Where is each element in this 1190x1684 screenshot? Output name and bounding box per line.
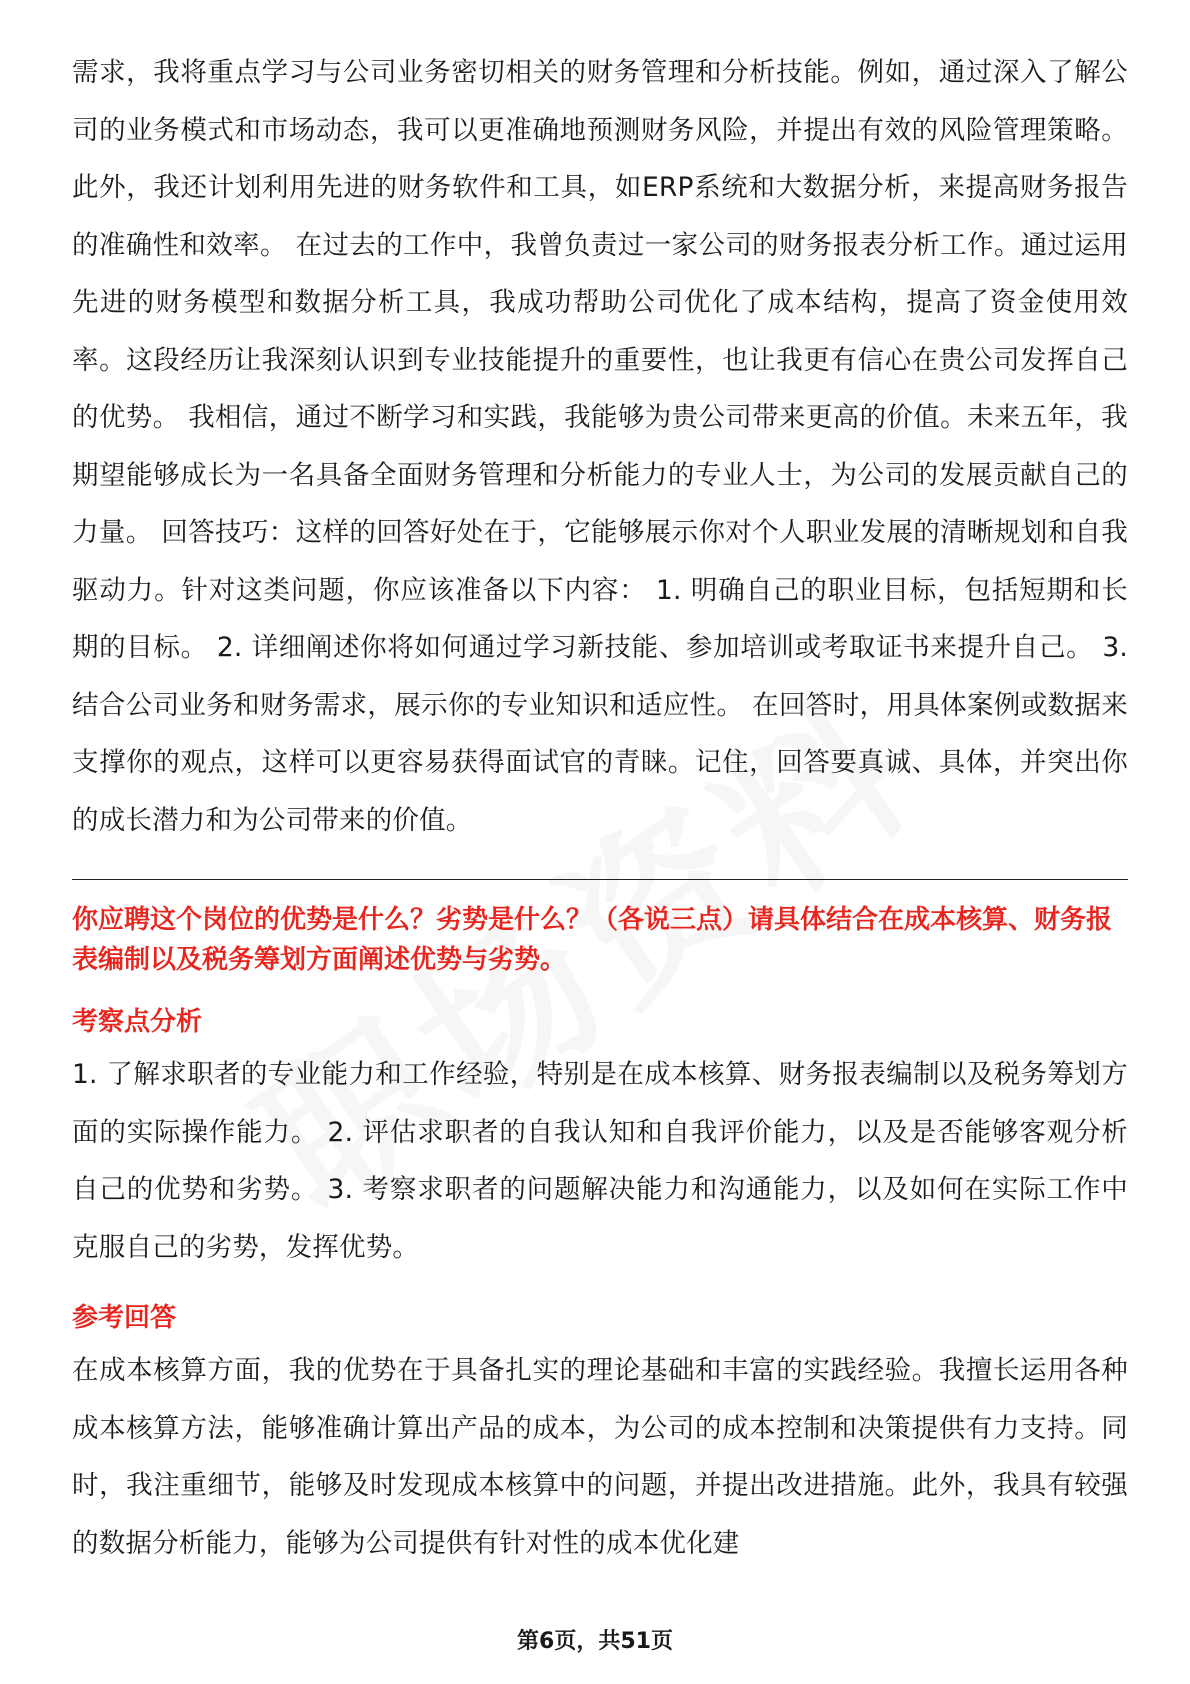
answer-heading: 参考回答	[72, 1303, 177, 1333]
section-divider	[72, 879, 1128, 880]
page-content	[72, 44, 1128, 1572]
interview-question: 你应聘这个岗位的优势是什么？劣势是什么？（各说三点）请具体结合在成本核算、财务报表编制以及税务筹划方面阐述优势与劣势。	[72, 905, 1113, 975]
answer-paragraph: 在成本核算方面，我的优势在于具备扎实的理论基础和丰富的实践经验。我擅长运用各种成本核算方法，能够准确计算出产品的成本，为公司的成本控制和决策提供有力支持。同时，我注重细节，能够及时发现成本核算中的问题，并提出改进措施。此外，我具有较强的数据分析能力，能够为公司提供有针对性的成本优化建	[72, 1355, 1128, 1559]
page-number-footer: 第6页，共51页	[517, 1629, 673, 1654]
analysis-heading: 考察点分析	[72, 1007, 203, 1037]
body-intro-paragraph: 需求，我将重点学习与公司业务密切相关的财务管理和分析技能。例如，通过深入了解公司的业务模式和市场动态，我可以更准确地预测财务风险，并提出有效的风险管理策略。此外，我还计划利用先进的财务软件和工具，如ERP系统和大数据分析，来提高财务报告的准确性和效率。 在过去的工作中，我曾负责过一家公司的财务报表分析工作。通过运用先进的财务模型和数据分析工具，我成功帮助公司优化了成本结构，提高了资金使用效率。这段经历让我深刻认识到专业技能提升的重要性，也让我更有信心在贵公司发挥自己的优势。 我相信，通过不断学习和实践，我能够为贵公司带来更高的价值。未来五年，我期望能够成长为一名具备全面财务管理和分析能力的专业人士，为公司的发展贡献自己的力量。 回答技巧：这样的回答好处在于，它能够展示你对个人职业发展的清晰规划和自我驱动力。针对这类问题，你应该准备以下内容： 1. 明确自己的职业目标，包括短期和长期的目标。 2. 详细阐述你将如何通过学习新技能、参加培训或考取证书来提升自己。 3. 结合公司业务和财务需求，展示你的专业知识和适应性。 在回答时，用具体案例或数据来支撑你的观点，这样可以更容易获得面试官的青睐。记住，回答要真诚、具体，并突出你的成长潜力和为公司带来的价值。	[72, 57, 1128, 836]
analysis-paragraph: 1. 了解求职者的专业能力和工作经验，特别是在成本核算、财务报表编制以及税务筹划方面的实际操作能力。 2. 评估求职者的自我认知和自我评价能力，以及是否能够客观分析自己的优势和劣势。 3. 考察求职者的问题解决能力和沟通能力，以及如何在实际工作中克服自己的劣势，发挥优势。	[72, 1059, 1128, 1263]
